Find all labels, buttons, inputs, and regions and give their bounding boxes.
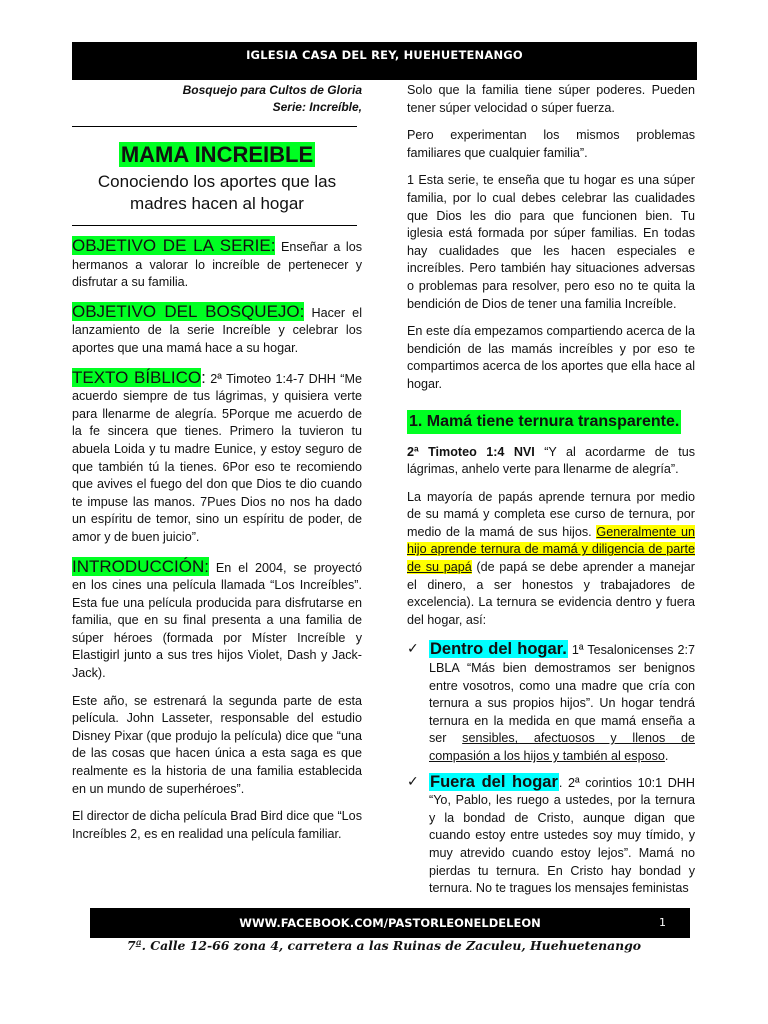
bullet-text: 1ª Tesalonicenses 2:7 LBLA “Más bien demostramos ser benignos entre vosotros, como una madre que cría con ternura a sus propios hijos”. Un hogar tendrá ternura en la medida en que mamá enseña a ser [429,643,695,746]
objetivo-serie [72,236,362,292]
checkmark-icon: ✓ [407,773,419,790]
verse-paragraph [407,444,695,479]
section-label: INTRODUCCIÓN: [72,556,209,576]
paragraph: El director de dicha película Brad Bird dice que “Los Increíbles 2, es en realidad una película familiar. [72,809,362,841]
footer-bar [90,908,690,938]
underlined-text: sensibles, afectuosos y llenos de compasión a los hijos y también al esposo [429,731,695,763]
section-label: OBJETIVO DE LA SERIE: [72,236,276,255]
verse-reference: 2ª Timoteo 1:4 NVI [407,444,535,459]
series-name: Serie: Increíble, [272,100,362,114]
paragraph: En este día empezamos compartiendo acerca de la bendición de las mamás increíbles y por eso te compartimos acerca de los aportes que ella hace al hogar. [407,324,695,391]
right-column [407,82,695,904]
page-number: 1 [659,916,666,929]
header-title: IGLESIA CASA DEL REY, HUEHUETENANGO [246,48,523,62]
facebook-link[interactable]: WWW.FACEBOOK.COM/PASTORLEONELDELEON [239,916,541,930]
bullet-label: Dentro del hogar. [430,640,567,659]
left-column [72,82,362,853]
bullet-text: . 2ª corintios 10:1 DHH “Yo, Pablo, les ruego a ustedes, por la ternura y la bondad de Cristo, aunque digan que cuando estoy entre ustedes soy muy tímido, y muy atrevido cuando estoy lejos”. Mamá no pierdas tu ternura. En Cristo hay bondad y ternura. No te tragues los mensajes feministas [429,775,695,896]
paragraph: Este año, se estrenará la segunda parte de esta película. John Lasseter, responsable del estudio Disney Pixar (que produjo la película) dice que “una de las cosas que hacen única a esta saga es que realmente es la historia de una familia establecida en un mundo de superhéroes”. [72,693,362,796]
divider [72,118,357,127]
section-text: En el 2004, se proyectó en los cines una película llamada “Los Increíbles”. Esta fue una película producida para disfrutarse en familia, que en su final presenta a una familia de súper héroes (formada por Míster Increíble y Elastigirl junto a sus tres hijos Violet, Dash y Jack-Jack). [72,560,362,681]
section-label: OBJETIVO DEL BOSQUEJO: [72,301,305,321]
paragraph: Solo que la familia tiene súper poderes. Pueden tener súper velocidad o súper fuerza. [407,83,695,115]
checkmark-icon: ✓ [407,641,419,658]
header-bar [72,42,697,80]
address: 7ª. Calle 12-66 zona 4, carretera a las Ruinas de Zaculeu, Huehuetenango [126,938,642,953]
paragraph-text: La mayoría de papás aprende ternura por medio de su mamá y completa ese curso de ternura, por medio de la mamá de sus hijos. [407,489,695,539]
section-text: Hacer el lanzamiento de la serie Increíble y celebrar los aportes que una mamá hace a su hogar. [72,305,362,355]
paragraph: Pero experimentan los mismos problemas familiares que cualquier familia”. [407,128,695,160]
paragraph-text: (de papá se debe aprender a manejar el dinero, a ser honestos y trabajadores de excelencia). La ternura se evidencia dentro y fuera del hogar, así: [407,560,695,627]
section-label: TEXTO BÍBLICO [72,367,202,387]
bullet-text: . [664,749,669,763]
bullet-item [407,772,695,898]
divider [72,217,357,226]
bullet-label: Fuera del hogar [430,772,558,791]
point-heading: 1. Mamá tiene ternura transparente. [407,410,681,434]
doc-subtitle: Conociendo los aportes que las madres hacen al hogar [97,172,337,213]
paragraph: 1 Esta serie, te enseña que tu hogar es una súper familia, por lo cual debes celebrar las cualidades que Dios les dio para que funcionen bien. Tu iglesia está formada por súper familias. En todas hay cualidades que les hacen especiales e increíbles. Pero también hay situaciones adversas o problemas para resolver, pero eso no te quita la bendición de Dios de tener una familia Increíble. [407,173,695,311]
bullet-item [407,639,695,765]
texto-biblico [72,368,362,547]
section-colon: : [201,367,206,387]
verse-text: “Y al acordarme de tus lágrimas, anhelo verte para llenarme de alegría”. [407,444,695,477]
doc-title: MAMA INCREIBLE [120,142,314,167]
doc-title-wrap [72,141,362,169]
point-paragraph [407,489,695,630]
outline-type: Bosquejo para Cultos de Gloria [182,83,362,97]
section-text: Enseñar a los hermanos a valorar lo increíble de pertenecer y disfrutar a su familia. [72,240,362,290]
objetivo-bosquejo [72,302,362,358]
section-text: 2ª Timoteo 1:4-7 DHH “Me acuerdo siempre de tus lágrimas, y quisiera verte para llenarme de alegría. 5Porque me acuerdo de la fe sincera que tienes. Primero la tuvieron tu abuela Loida y tu madre Eunice, y estoy seguro de que también tú la tienes. 6Por eso te recomiendo que avives el fuego del don que Dios te dio cuando te impuse las manos. 7Pues Dios no nos ha dado un espíritu de temor, sino un espíritu de poder, de amor y de buen juicio”. [72,371,362,544]
introduccion [72,557,362,683]
highlighted-text: Generalmente un hijo aprende ternura de mamá y diligencia de parte de su papá [407,524,695,575]
